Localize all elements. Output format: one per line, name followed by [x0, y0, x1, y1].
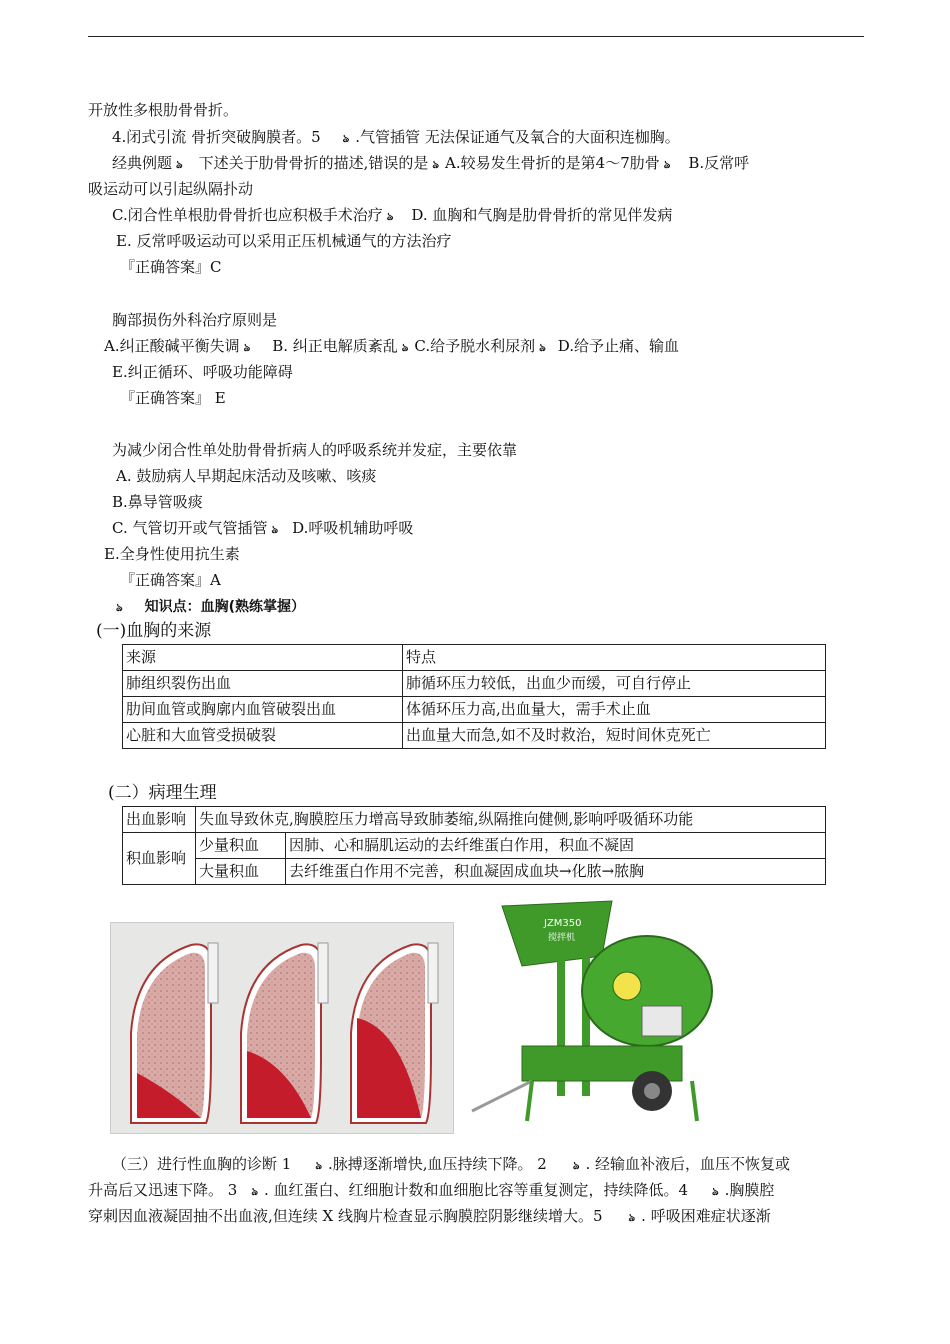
section-heading: (二）病理生理	[108, 783, 217, 803]
text-line: B.鼻导管吸痰	[112, 493, 203, 511]
text-line: 4.闭式引流 骨折突破胸膜者。5 ঌ .气管插管 无法保证通气及氧合的大面积连枷胸。	[112, 127, 680, 149]
section-heading: (一)血胸的来源	[96, 621, 212, 641]
knowledge-point-title: ঌ 知识点：血胸(熟练掌握）	[116, 596, 305, 618]
bullet-icon: ঌ	[539, 341, 546, 354]
hemothorax-lung-illustration	[110, 922, 454, 1134]
bullet-icon: ঌ	[271, 523, 279, 536]
table-cell: 失血导致休克,胸膜腔压力增高导致肺萎缩,纵隔推向健侧,影响呼吸循环功能	[196, 807, 826, 833]
question-stem: 为减少闭合性单处肋骨骨折病人的呼吸系统并发症，主要依靠	[112, 441, 518, 459]
text-line: C.闭合性单根肋骨骨折也应积极手术治疗 ঌ D. 血胸和气胸是肋骨骨折的常见伴发病	[112, 205, 672, 227]
bullet-icon: ঌ	[342, 132, 350, 145]
bullet-icon: ঌ	[432, 158, 440, 171]
table-cell: 心脏和大血管受损破裂	[123, 723, 403, 749]
lung-diagram	[111, 923, 453, 1133]
text-line: 吸运动可以引起纵隔扑动	[88, 180, 254, 198]
table-row	[123, 833, 826, 859]
text-line: E.纠正循环、呼吸功能障碍	[112, 363, 293, 381]
bullet-icon: ঌ	[401, 341, 409, 354]
answer: 『正确答案』C	[120, 258, 222, 276]
answer: 『正确答案』 E	[120, 389, 226, 407]
table-cell: 大量积血	[196, 859, 286, 885]
mixer-illustration	[462, 896, 734, 1126]
bullet-icon: ঌ	[712, 1185, 719, 1198]
lung-stage-1	[131, 943, 218, 1123]
table-header-row	[123, 645, 826, 671]
table-cell: 积血影响	[123, 833, 196, 885]
text-line: C. 气管切开或气管插管 ঌ D.呼吸机辅助呼吸	[112, 518, 413, 540]
table-cell: 出血量大而急,如不及时救治，短时间休克死亡	[403, 723, 826, 749]
table-cell: 因肺、心和膈肌运动的去纤维蛋白作用，积血不凝固	[286, 833, 826, 859]
text-line: 经典例题 ঌ 下述关于肋骨骨折的描述,错误的是 ঌ A.较易发生骨折的是第4～7肋骨 ঌ B.反常呼	[112, 153, 749, 175]
lung-stage-3	[351, 943, 438, 1123]
table-cell: 来源	[123, 645, 403, 671]
bullet-icon: ঌ	[386, 210, 394, 223]
table-cell: 肺组织裂伤出血	[123, 671, 403, 697]
pathophysiology-table	[122, 806, 826, 885]
header-rule	[88, 36, 864, 37]
text-line: A. 鼓励病人早期起床活动及咳嗽、咳痰	[116, 467, 377, 485]
bullet-icon: ঌ	[663, 158, 671, 171]
table-row	[123, 807, 826, 833]
blood-source-table	[122, 644, 826, 749]
concrete-mixer-photo	[462, 896, 734, 1126]
bullet-icon: ঌ	[251, 1185, 258, 1198]
bullet-icon: ঌ	[116, 601, 123, 614]
text-line: A.纠正酸碱平衡失调 ঌ B. 纠正电解质紊乱 ঌ C.给予脱水利尿剂 ঌ D.给予止痛、输血	[104, 336, 679, 358]
table-cell: 肋间血管或胸廓内血管破裂出血	[123, 697, 403, 723]
table-cell: 少量积血	[196, 833, 286, 859]
table-cell: 出血影响	[123, 807, 196, 833]
bullet-icon: ঌ	[315, 1159, 322, 1172]
bullet-icon: ঌ	[243, 341, 251, 354]
mixer-model-label: JZM350	[544, 918, 582, 929]
text-line: （三）进行性血胸的诊断 1 ঌ .脉搏逐渐增快,血压持续下降。 2 ঌ . 经输血补液后，血压不恢复或	[112, 1154, 790, 1176]
table-row	[123, 859, 826, 885]
text-line: 穿刺因血液凝固抽不出血液,但连续 X 线胸片检查显示胸膜腔阴影继续增大。5 ঌ . 呼吸困难症状逐渐	[88, 1206, 771, 1228]
mixer-name-label: 搅拌机	[548, 933, 576, 943]
table-cell: 去纤维蛋白作用不完善，积血凝固成血块→化脓→脓胸	[286, 859, 826, 885]
lung-stage-2	[241, 943, 328, 1123]
bullet-icon: ঌ	[176, 158, 183, 171]
text-line: 开放性多根肋骨骨折。	[88, 101, 239, 119]
table-row	[123, 697, 826, 723]
question-stem: 胸部损伤外科治疗原则是	[112, 311, 278, 329]
table-cell: 体循环压力高,出血量大，需手术止血	[403, 697, 826, 723]
table-cell: 肺循环压力较低，出血少而缓，可自行停止	[403, 671, 826, 697]
text-line: 升高后又迅速下降。 3 ঌ . 血红蛋白、红细胞计数和血细胞比容等重复测定，持续降低。4 ঌ .胸膜腔	[88, 1180, 774, 1202]
table-row	[123, 671, 826, 697]
table-cell: 特点	[403, 645, 826, 671]
bullet-icon: ঌ	[572, 1159, 580, 1172]
text-line: E.全身性使用抗生素	[104, 545, 240, 563]
bullet-icon: ঌ	[628, 1211, 636, 1224]
table-row	[123, 723, 826, 749]
text-line: E. 反常呼吸运动可以采用正压机械通气的方法治疗	[116, 232, 452, 250]
answer: 『正确答案』A	[120, 571, 221, 589]
